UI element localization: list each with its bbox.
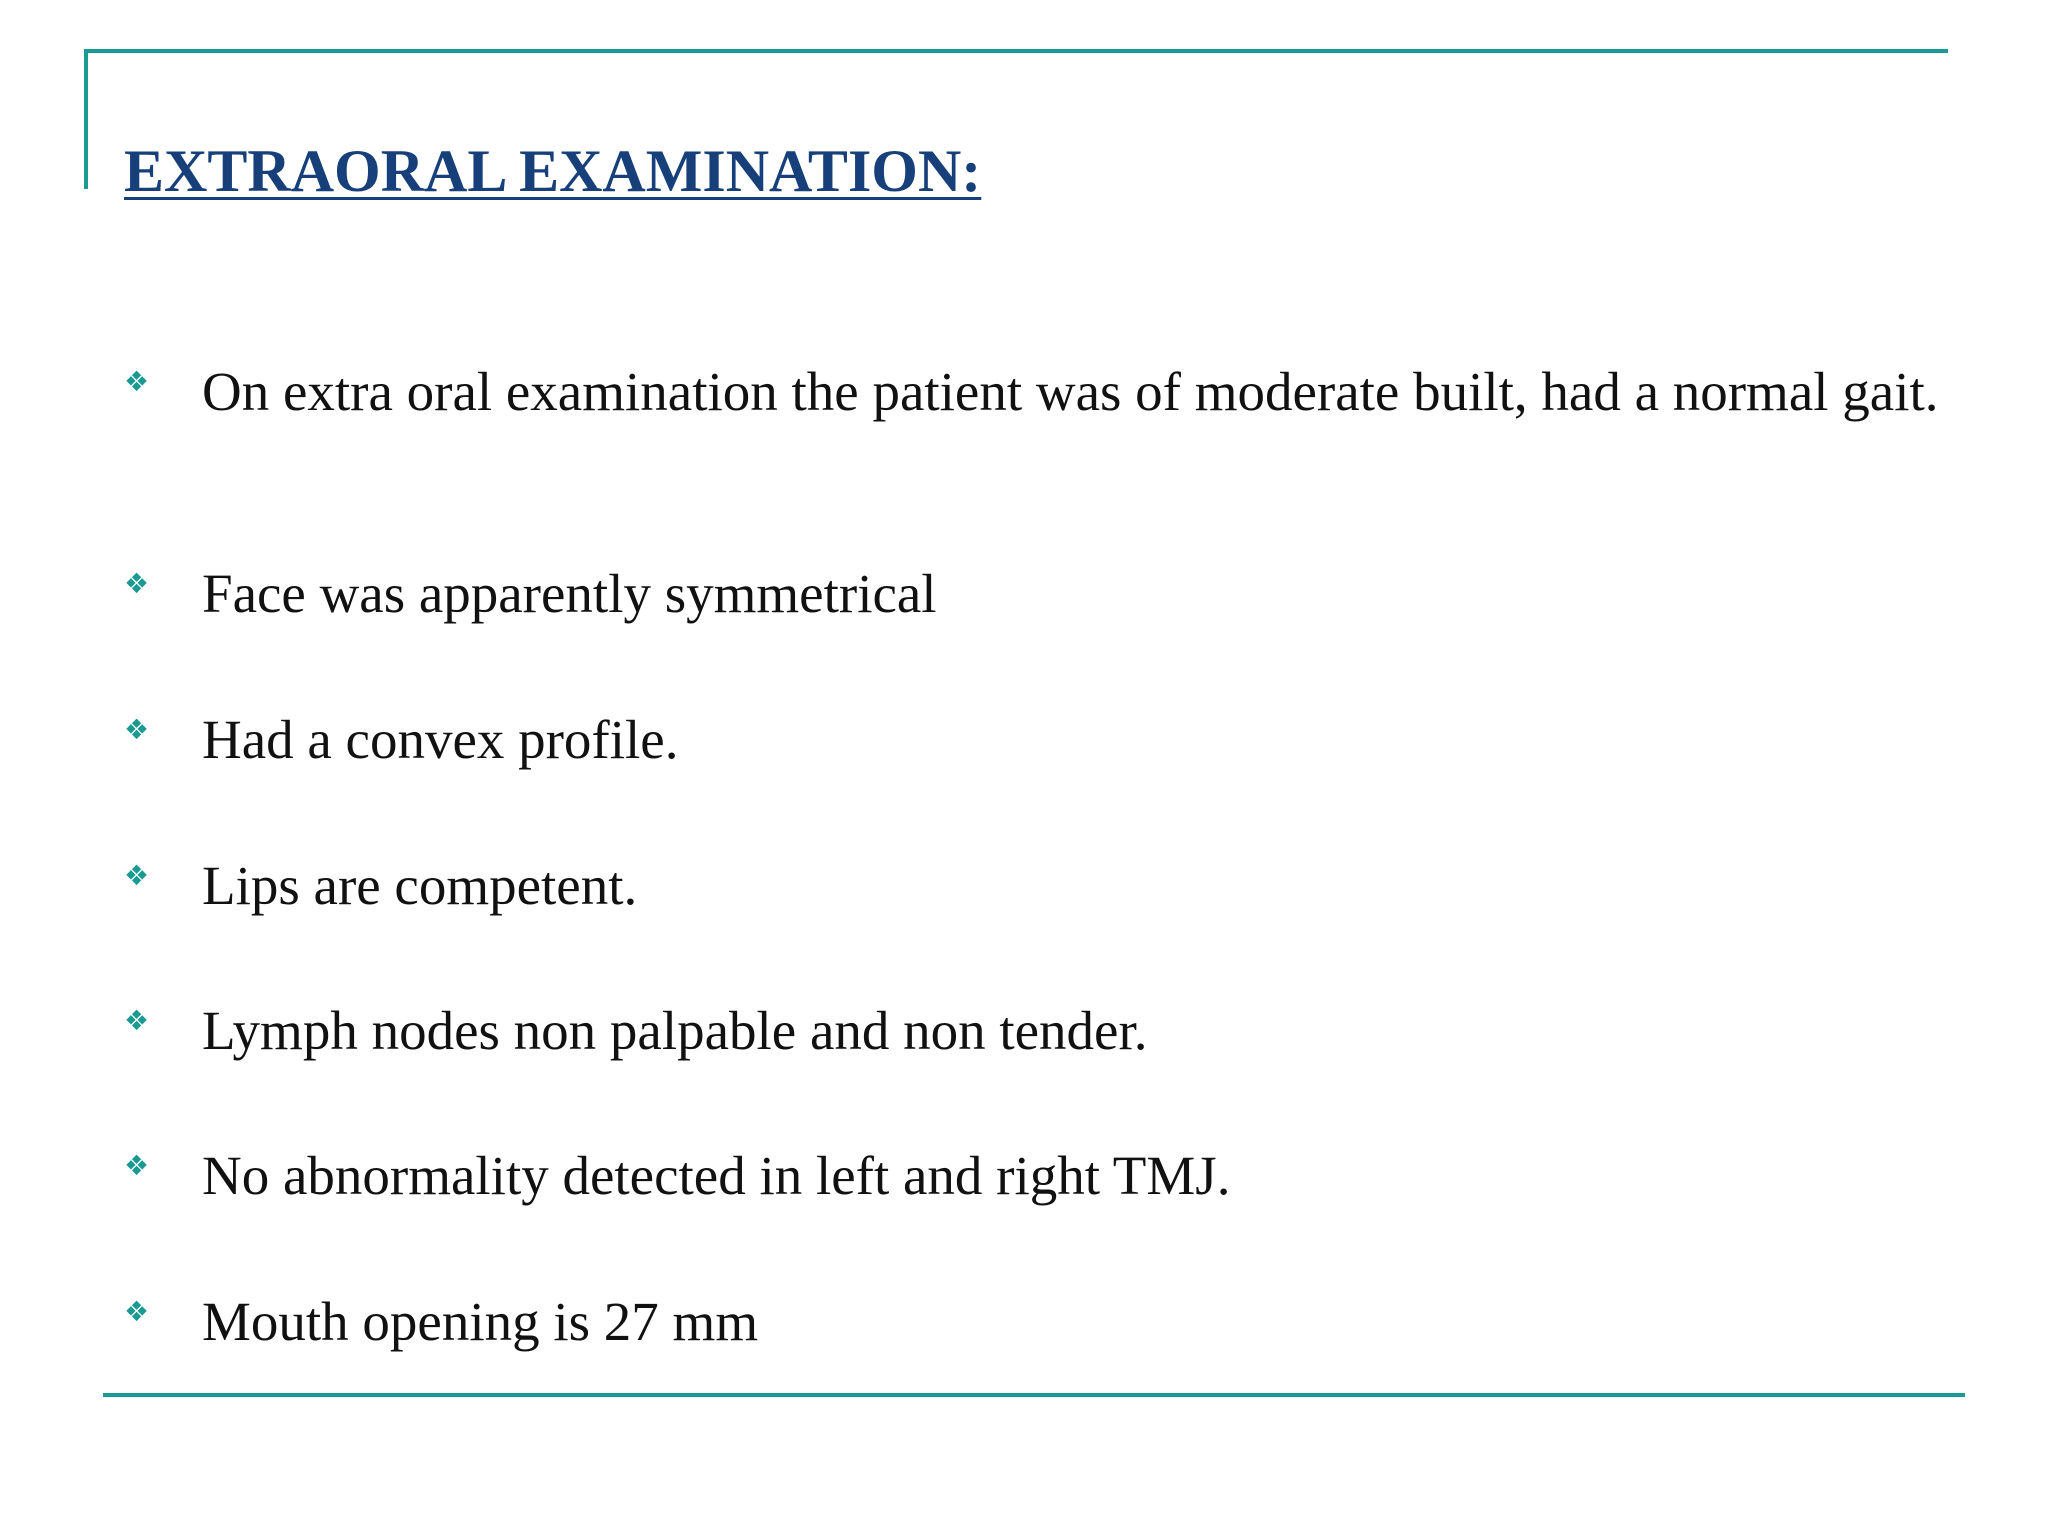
bullet-text: Lymph nodes non palpable and non tender. [202, 1000, 1148, 1061]
bullet-text: Face was apparently symmetrical [202, 563, 937, 624]
top-border-line [84, 49, 1948, 53]
bottom-border-line [103, 1393, 1965, 1397]
diamond-quad-icon: ❖ [124, 713, 150, 746]
diamond-quad-icon: ❖ [124, 1149, 150, 1182]
diamond-quad-icon: ❖ [124, 567, 150, 600]
left-border-line [84, 49, 88, 189]
bullet-text: On extra oral examination the patient was of moderate built, had a normal gait. [202, 361, 1939, 422]
bullet-text: No abnormality detected in left and right TMJ. [202, 1145, 1231, 1206]
diamond-quad-icon: ❖ [124, 365, 150, 398]
bullet-text: Lips are competent. [202, 855, 638, 916]
diamond-quad-icon: ❖ [124, 859, 150, 892]
bullet-text: Mouth opening is 27 mm [202, 1291, 759, 1352]
diamond-quad-icon: ❖ [124, 1004, 150, 1037]
bullet-text: Had a convex profile. [202, 709, 679, 770]
diamond-quad-icon: ❖ [124, 1295, 150, 1328]
slide-title: EXTRAORAL EXAMINATION: [124, 138, 982, 204]
